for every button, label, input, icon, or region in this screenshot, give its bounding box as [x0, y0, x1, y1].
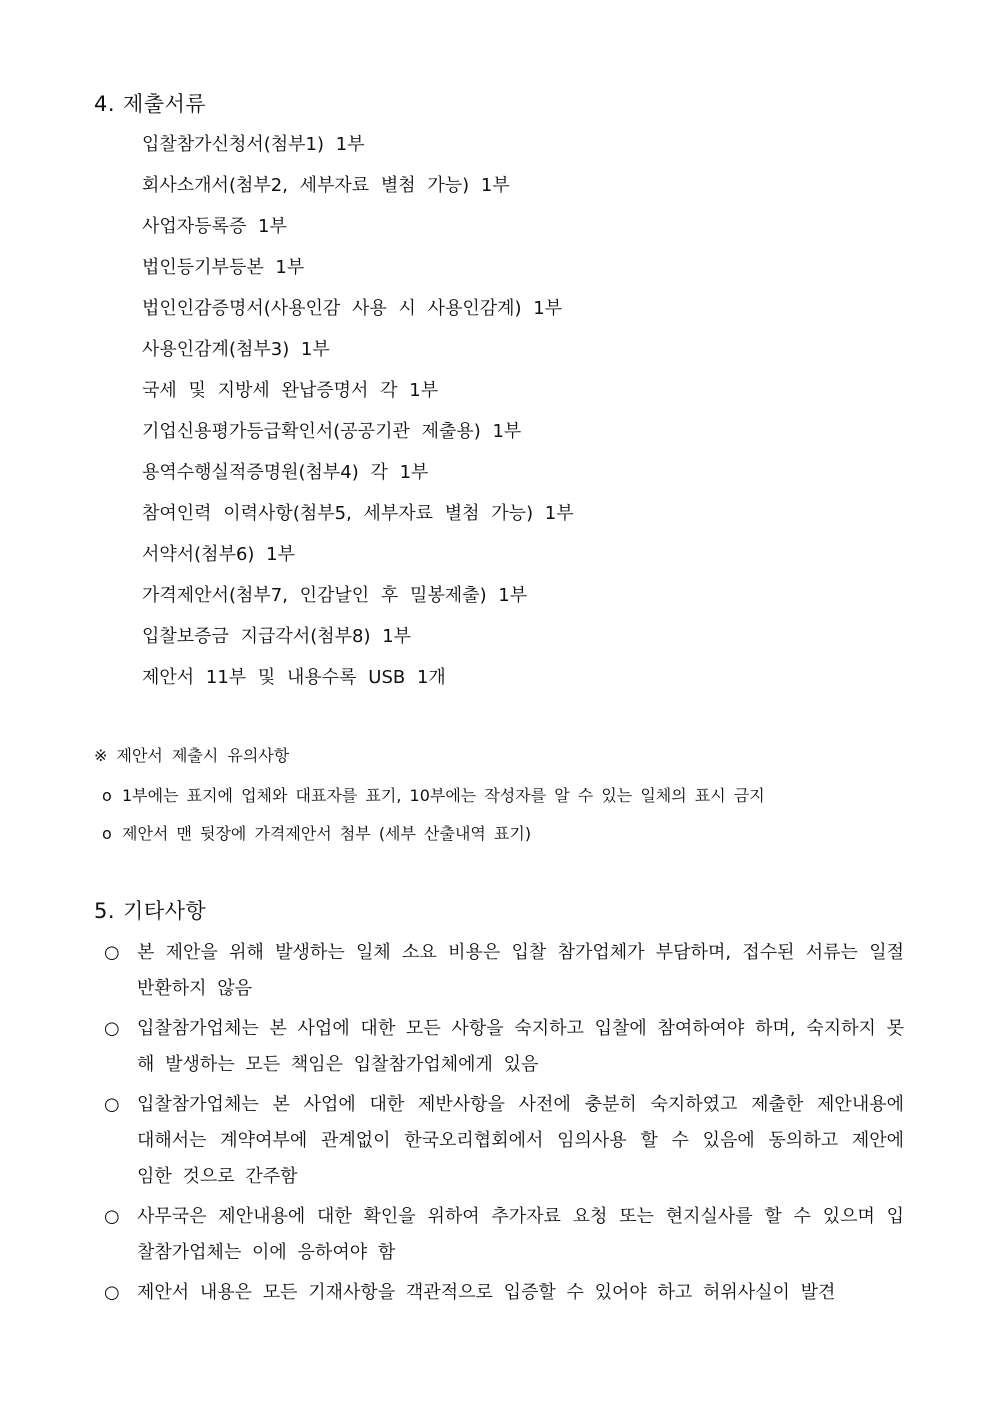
circle-bullet: ○	[104, 1282, 120, 1303]
item-text: 서약서(첨부6) 1부	[142, 544, 295, 565]
item-text: 제안서 11부 및 내용수록 USB 1개	[142, 667, 446, 688]
item-text: 사무국은 제안내용에 대한 확인을 위하여 추가자료 요청 또는 현지실사를 할 수 있으며 입찰참가업체는 이에 응하여야 함	[137, 1206, 904, 1263]
section-4-number: 4.	[94, 92, 116, 116]
item-text: 입찰참가신청서(첨부1) 1부	[142, 134, 365, 155]
circle-bullet: ○	[104, 1018, 120, 1039]
circle-bullet: ○	[104, 1206, 120, 1227]
item-text: 제안서 내용은 모든 기재사항을 객관적으로 입증할 수 있어야 하고 허위사실이 발견	[137, 1282, 836, 1303]
item-text: 본 제안을 위해 발생하는 일체 소요 비용은 입찰 참가업체가 부담하며, 접수된 서류는 일절 반환하지 않음	[137, 942, 904, 999]
circle-bullet: ○	[104, 1094, 120, 1115]
item-text: 사업자등록증 1부	[142, 216, 287, 237]
circle-bullet: ○	[104, 942, 120, 963]
item-text: 법인인감증명서(사용인감 사용 시 사용인감계) 1부	[142, 298, 563, 319]
list-item	[104, 1011, 904, 1083]
item-text: 입찰참가업체는 본 사업에 대한 제반사항을 사전에 충분히 숙지하였고 제출한 제안내용에 대해서는 계약여부에 관계없이 한국오리협회에서 임의사용 할 수 있음에 동의하고 제안에 임한 것으로 간주함	[137, 1094, 904, 1187]
submission-notes-heading: ※ 제안서 제출시 유의사항	[94, 746, 290, 765]
bullet: o	[102, 786, 112, 805]
section-5-title: 기타사항	[123, 899, 207, 923]
section-4-heading	[94, 88, 206, 118]
item-text: 법인등기부등본 1부	[142, 257, 305, 278]
section-5-heading	[94, 895, 206, 925]
item-text: 입찰보증금 지급각서(첨부8) 1부	[142, 626, 412, 647]
section-5-number: 5.	[94, 899, 116, 923]
item-text: 용역수행실적증명원(첨부4) 각 1부	[142, 462, 429, 483]
note-text: 1부에는 표지에 업체와 대표자를 표기, 10부에는 작성자를 알 수 있는 일체의 표시 금지	[122, 786, 765, 805]
list-item	[104, 1087, 904, 1195]
list-item	[102, 782, 765, 820]
note-text: 제안서 맨 뒷장에 가격제안서 첨부 (세부 산출내역 표기)	[122, 824, 532, 843]
list-item	[102, 820, 765, 858]
item-text: 기업신용평가등급확인서(공공기관 제출용) 1부	[142, 421, 522, 442]
item-text: 국세 및 지방세 완납증명서 각 1부	[142, 380, 439, 401]
item-text: 입찰참가업체는 본 사업에 대한 모든 사항을 숙지하고 입찰에 참여하여야 하며, 숙지하지 못해 발생하는 모든 책임은 입찰참가업체에게 있음	[137, 1018, 905, 1075]
list-item	[104, 1275, 904, 1311]
other-matters-list	[104, 935, 904, 1315]
section-4-title: 제출서류	[123, 92, 207, 116]
bullet: o	[102, 824, 112, 843]
list-item	[104, 935, 904, 1007]
item-text: 사용인감계(첨부3) 1부	[142, 339, 330, 360]
item-text: 가격제안서(첨부7, 인감날인 후 밀봉제출) 1부	[142, 585, 528, 606]
item-text: 회사소개서(첨부2, 세부자료 별첨 가능) 1부	[142, 175, 510, 196]
list-item	[104, 1199, 904, 1271]
item-text: 참여인력 이력사항(첨부5, 세부자료 별첨 가능) 1부	[142, 503, 574, 524]
submission-notes-list	[102, 782, 765, 858]
